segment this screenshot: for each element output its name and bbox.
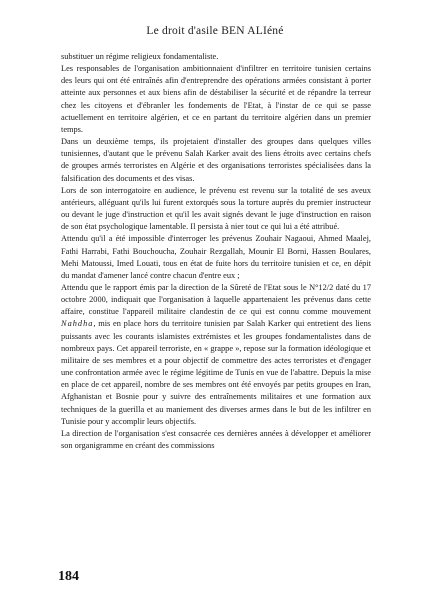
paragraph-6-text-a: Attendu que le rapport émis par la direction de la Sûreté de l'Etat sous le N°12/2 daté du 17 octobre 2000, indiquait que l'organisation à laquelle appartenaient les prévenus dans cette affaire, constitue l'appareil militaire clandestin de ce qui est connu comme mouvement xyxy=(61,282,371,317)
paragraph-6-text-b: , mis en place hors du territoire tunisien par Salah Karker qui entretient des liens puissants avec les courants islamistes extrémistes et les groupes fondamentalistes dans de nombreux pays. Cet appareil terroriste, en « grappe », repose sur la formation idéologique et militaire de ses membres et a pour objectif de commettre des actes terroristes et d'engager une confrontation armée avec le régime légitime de Tunis en vue de l'abattre. Depuis la mise en place de cet appareil, nombre de ses membres ont été envoyés par petits groupes en Iran, Afghanistan et Bosnie pour y suivre des entraînements militaires et une formation aux techniques de la guerilla et au maniement des diverses armes dans le but de les infiltrer en Tunisie pour y accomplir leurs objectifs. xyxy=(61,319,371,426)
paragraph-7: La direction de l'organisation s'est consacrée ces dernières années à développer et améliorer son organigramme en créant des commissions xyxy=(61,428,371,450)
paragraph-3: Dans un deuxième temps, ils projetaient d'installer des groupes dans quelques villes tunisiennes, d'autant que le prévenu Salah Karker avait des liens étroits avec certains chefs de groupes armés terroristes en Algérie et des organisations terroristes spécialisées dans la falsification des documents et des visas. xyxy=(61,137,371,183)
page-number: 184 xyxy=(58,569,79,584)
paragraph-2: Les responsables de l'organisation ambitionnaient d'infiltrer en territoire tunisien certains des leurs qui ont été entraînés afin d'entreprendre des opérations armées consistant à porter atteinte aux personnes et aux biens afin de déstabiliser la sécurité et de répandre la terreur chez les citoyens et d'ébranler les fondements de l'Etat, à l'instar de ce qui se passe actuellement en territoire algérien, et ce en partant du territoire algérien dans un premier temps. xyxy=(61,64,371,134)
body-text xyxy=(61,51,371,452)
movement-name: Nahdha xyxy=(61,319,94,329)
paragraph-5: Attendu qu'il a été impossible d'interroger les prévenus Zouhair Nagaoui, Ahmed Maalej, Fathi Harrabi, Fathi Bouchoucha, Zouhair Rezgallah, Mounir El Borni, Hassen Boulares, Mehi Matoussi, Imed Louati, tous en état de fuite hors du territoire tunisien et ce, en dépit du mandat d'amener lancé contre chacun d'entre eux ; xyxy=(61,234,371,280)
paragraph-4: Lors de son interrogatoire en audience, le prévenu est revenu sur la totalité de ses aveux antérieurs, alléguant qu'ils lui furent extorqués sous la torture auprès du premier instructeur ou devant le juge d'instruction et qu'il les avait signés devant le juge d'instruction en raison de son état psychologique lamentable. Il persista à nier tout ce qui lui a été attribué. xyxy=(61,185,371,232)
paragraph-6 xyxy=(61,282,371,428)
paragraph-1: substituer un régime religieux fondamentaliste. xyxy=(61,52,219,61)
running-header: Le droit d'asile BEN ALIéné xyxy=(146,25,284,37)
